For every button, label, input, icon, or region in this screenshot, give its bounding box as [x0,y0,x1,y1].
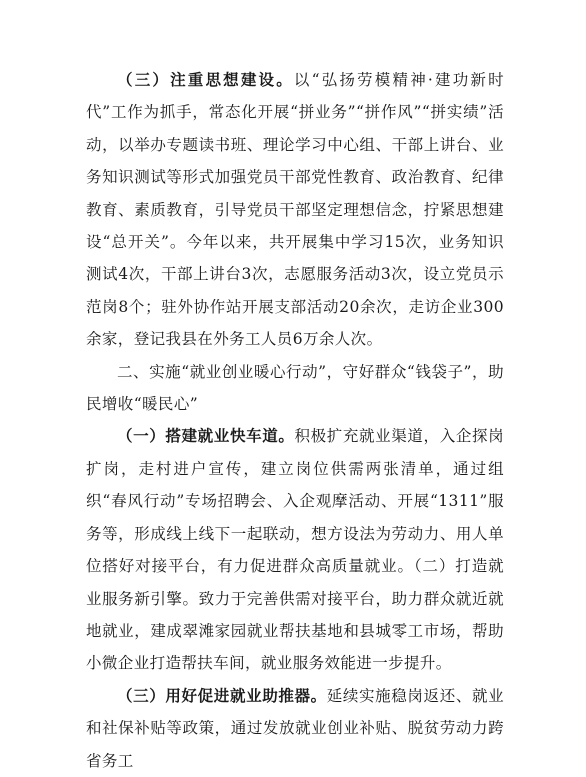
paragraph-text: 积极扩充就业渠道，入企探岗扩岗，走村进户宣传，建立岗位供需两张清单，通过组织“春风行动”专场招聘会、入企观摩活动、开展“1311”服务等，形成线上线下一起联动，想方设法为劳动力、用人单位搭好对接平台，有力促进群众高质量就业。（二）打造就业服务新引擎。致力于完善供需对接平台，助力群众就近就地就业，建成翠滩家园就业帮扶基地和县城零工市场，帮助小微企业打造帮扶车间，就业服务效能进一步提升。 [86,427,504,673]
paragraph-employment-channels [86,420,504,679]
document-body [86,64,504,777]
paragraph-employment-booster [86,680,504,777]
paragraph-lead: （三）用好促进就业助推器。 [117,685,327,705]
paragraph-text: 以“弘扬劳模精神·建功新时代”工作为抓手，常态化开展“拼业务”“拼作风”“拼实绩”活动，以举办专题读书班、理论学习中心组、干部上讲台、业务知识测试等形式加强党员干部党性教育、政治教育、纪律教育、素质教育，引导党员干部坚定理想信念，拧紧思想建设“总开关”。今年以来，共开展集中学习15次，业务知识测试4次，干部上讲台3次，志愿服务活动3次，设立党员示范岗8个；驻外协作站开展支部活动20余次，走访企业300余家，登记我县在外务工人员6万余人次。 [86,71,504,349]
section-heading-text: 二、实施“就业创业暖心行动”，守好群众“钱袋子”，助民增收“暖民心” [86,362,504,414]
paragraph-lead: （一）搭建就业快车道。 [117,426,295,446]
paragraph-ideological-building [86,64,504,356]
section-heading-employment [86,356,504,421]
paragraph-lead: （三）注重思想建设。 [117,70,294,89]
paragraph-text: 延续实施稳岗返还、就业和社保补贴等政策，通过发放就业创业补贴、脱贫劳动力跨省务工 [86,686,504,770]
